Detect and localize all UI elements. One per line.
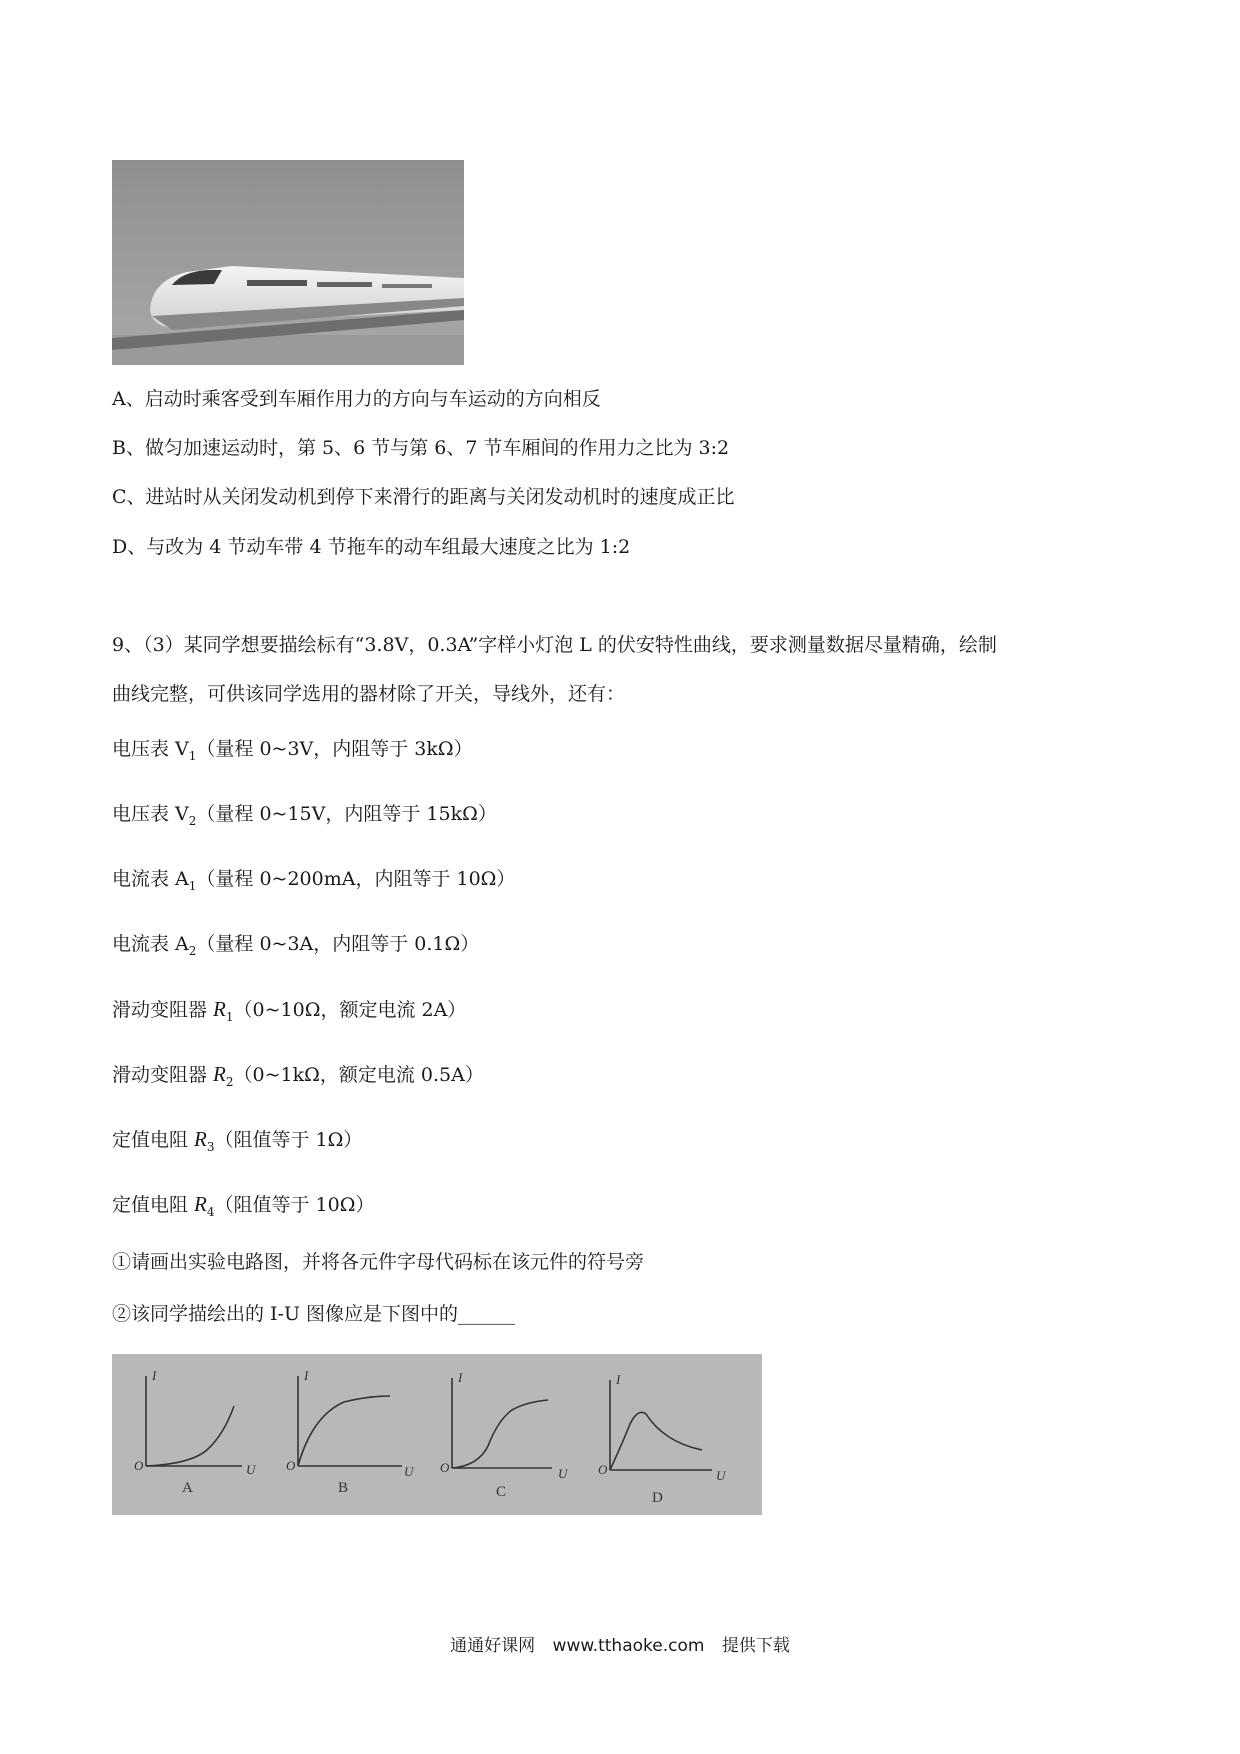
- graph-d-y-label: I: [616, 1372, 621, 1387]
- q9-sub-question-2: ②该同学描绘出的 I-U 图像应是下图中的______: [112, 1303, 516, 1325]
- iu-graphs-figure: [112, 1354, 762, 1515]
- equipment-item: 定值电阻 $R_4$（阻值等于 10Ω）: [112, 1192, 375, 1219]
- equipment-item: 滑动变阻器 $R_2(0\sim 1k\Omega$，额定电流 0.5A）: [112, 1062, 484, 1089]
- q9-stem-line2: 曲线完整，可供该同学选用的器材除了开关，导线外，还有：: [112, 683, 626, 705]
- equipment-item: 定值电阻 $R_3$（阻值等于 1Ω）: [112, 1127, 363, 1154]
- graph-a-x-label: U: [246, 1462, 256, 1477]
- equipment-item: 电流表 $A_2$（量程 0~3A，内阻等于 0.1Ω）: [112, 933, 480, 958]
- graph-c-origin: O: [440, 1460, 450, 1475]
- graph-b-origin: O: [286, 1458, 296, 1473]
- page-footer: [0, 1631, 1240, 1656]
- q9-sub-question-1: ①请画出实验电路图，并将各元件字母代码标在该元件的符号旁: [112, 1251, 645, 1273]
- graph-b-caption: B: [338, 1480, 349, 1496]
- q8-option-b: B、做匀加速运动时，第 5、6 节与第 6、7 节车厢间的作用力之比为 3:2: [112, 437, 730, 459]
- q8-option-a: A、启动时乘客受到车厢作用力的方向与车运动的方向相反: [112, 388, 601, 410]
- graph-a-y-label: I: [152, 1368, 157, 1383]
- graph-b-y-label: I: [304, 1368, 309, 1383]
- equipment-item: 电流表 $A_1$（量程 0~200mA，内阻等于 10Ω）: [112, 868, 516, 893]
- graph-c-caption: C: [496, 1484, 507, 1500]
- equipment-item: 电压表 $V_1$（量程 0~3V，内阻等于 3kΩ）: [112, 738, 473, 763]
- q8-option-c: C、进站时从关闭发动机到停下来滑行的距离与关闭发动机时的速度成正比: [112, 486, 735, 508]
- graph-d-origin: O: [598, 1462, 608, 1477]
- graph-a-origin: O: [134, 1458, 144, 1473]
- q9-stem-line1: 9、（3）某同学想要描绘标有“3.8V，0.3A”字样小灯泡 L 的伏安特性曲线，要求测量数据尽量精确，绘制: [112, 634, 997, 656]
- graph-d-x-label: U: [716, 1468, 726, 1483]
- graph-a-caption: A: [182, 1480, 193, 1496]
- equipment-item: 滑动变阻器 $R_1(0\sim 10\Omega$，额定电流 2A）: [112, 997, 467, 1024]
- train-photo: [112, 160, 464, 365]
- graph-c-y-label: I: [458, 1370, 463, 1385]
- footer-site-name: 通通好课网: [450, 1636, 536, 1656]
- graph-c-x-label: U: [558, 1466, 568, 1481]
- graph-b-x-label: U: [404, 1464, 414, 1479]
- equipment-item: 电压表 $V_2$（量程 0~15V，内阻等于 15kΩ）: [112, 803, 497, 828]
- footer-suffix: 提供下载: [721, 1636, 790, 1656]
- footer-url[interactable]: www.tthaoke.com: [552, 1636, 705, 1656]
- q8-option-d: D、与改为 4 节动车带 4 节拖车的动车组最大速度之比为 1:2: [112, 536, 631, 558]
- graph-d-caption: D: [652, 1490, 663, 1506]
